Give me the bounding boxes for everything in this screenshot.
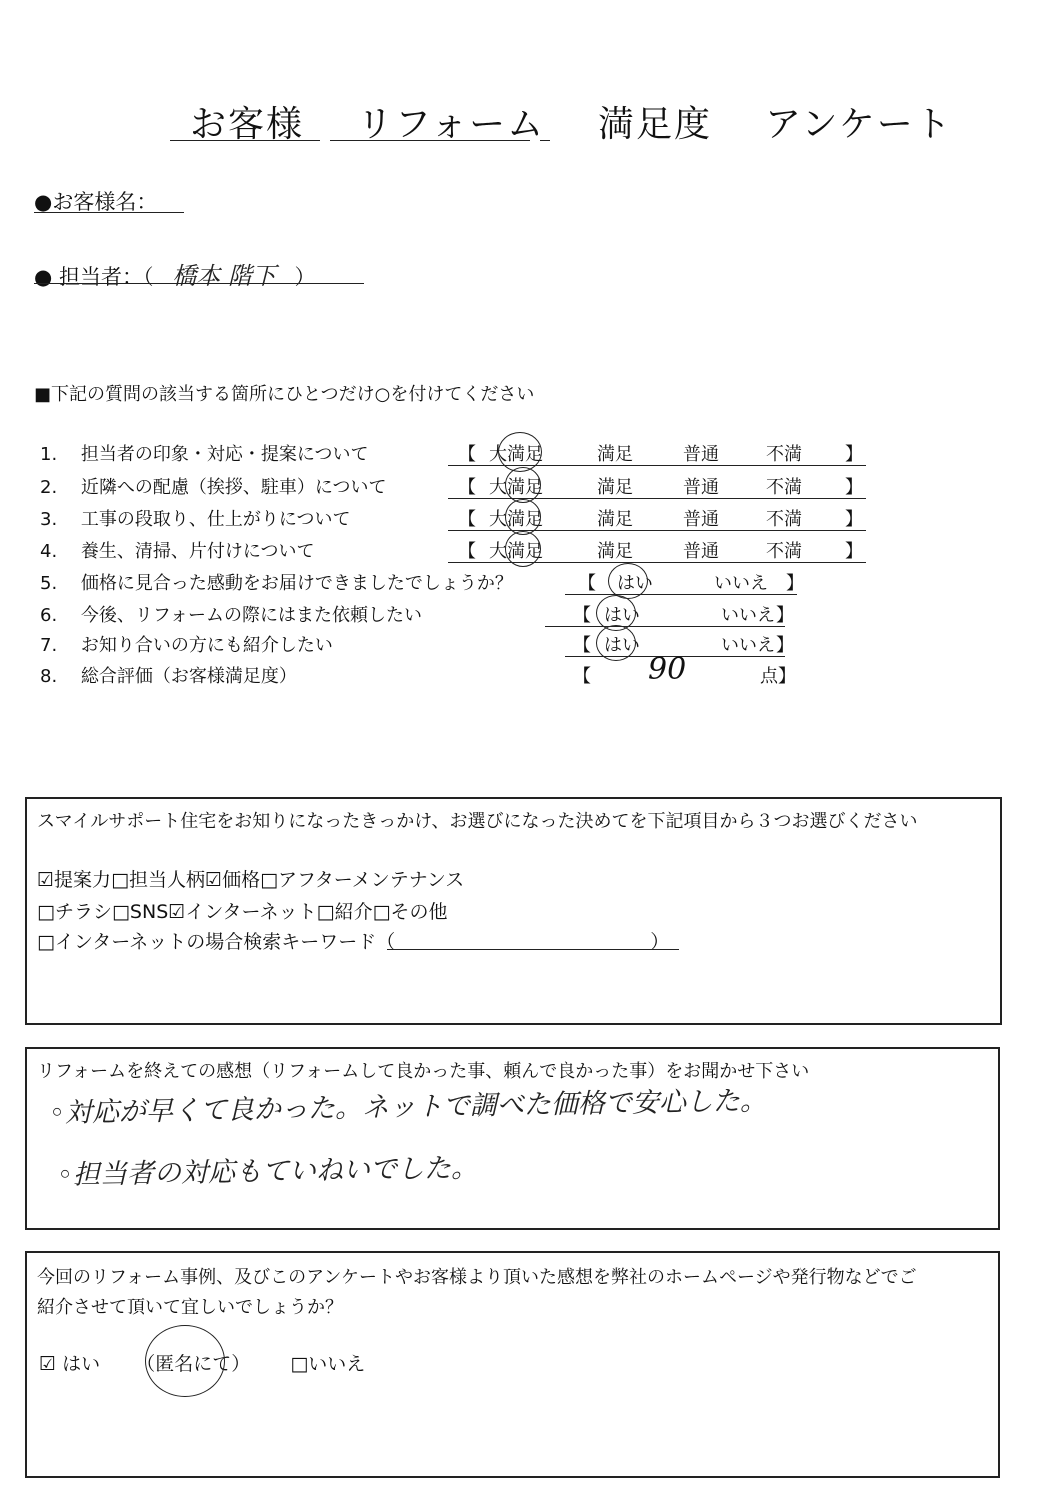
- question-text: 工事の段取り、仕上がりについて: [80, 509, 351, 530]
- checkbox-yes[interactable]: ☑: [39, 1353, 57, 1375]
- option-no[interactable]: いいえ: [714, 573, 768, 594]
- option-no[interactable]: □いいえ: [290, 1353, 366, 1375]
- customer-name-label: ●お客様名：: [34, 190, 158, 214]
- question-5: [40, 569, 513, 595]
- option-satisfied[interactable]: 満足: [597, 477, 633, 498]
- checkbox-label: チラシ: [54, 901, 112, 923]
- checkbox-label: インターネット: [185, 901, 317, 923]
- option-satisfied[interactable]: 満足: [597, 444, 633, 465]
- selection-circle: [498, 432, 542, 472]
- option-normal[interactable]: 普通: [683, 444, 719, 465]
- checkbox-price[interactable]: ☑: [205, 869, 223, 891]
- option-dissatisfied[interactable]: 不満: [766, 444, 802, 465]
- bracket-close: 】: [845, 509, 863, 530]
- anonymous-selection-circle: [145, 1325, 225, 1397]
- staff-label-close: ）: [294, 265, 316, 289]
- question-number: 2.: [40, 477, 58, 498]
- question-1: [40, 440, 369, 466]
- checkbox-after-maintenance[interactable]: □: [260, 869, 279, 891]
- question-8: [40, 662, 297, 688]
- title-part-survey: アンケート: [764, 104, 953, 145]
- keyword-label: □インターネットの場合検索キーワード（: [37, 931, 396, 953]
- option-yes-label: はい: [62, 1353, 101, 1375]
- checkbox-label: アフターメンテナンス: [278, 869, 465, 891]
- answer-underline: [565, 594, 797, 595]
- instruction-text: ■下記の質問の該当する箇所にひとつだけ○を付けてください: [34, 384, 535, 405]
- question-number: 5.: [40, 573, 58, 594]
- title-part-satisfaction: 満足度: [598, 104, 713, 145]
- permission-box: [25, 1251, 1000, 1478]
- bracket-open: 【: [578, 573, 596, 594]
- option-yes[interactable]: はい: [617, 573, 653, 594]
- selection-circle: [608, 563, 648, 599]
- impressions-heading: リフォームを終えての感想（リフォームして良かった事、頼んで良かった事）をお聞かせ下さい: [37, 1061, 810, 1082]
- selection-circle: [505, 467, 541, 503]
- checkbox-proposal[interactable]: ☑: [37, 869, 55, 891]
- selection-circle: [505, 499, 541, 535]
- bracket-open: 【: [458, 509, 476, 530]
- question-text: 総合評価（お客様満足度）: [80, 666, 297, 687]
- checkbox-label: 紹介: [334, 901, 373, 923]
- overall-score-value[interactable]: 90: [648, 652, 687, 687]
- checkbox-label: 提案力: [54, 869, 112, 891]
- permission-heading-line-1: 今回のリフォーム事例、及びこのアンケートやお客様より頂いた感想を弊社のホームページや発行物などでご: [37, 1267, 917, 1288]
- bracket-open: 【: [458, 541, 476, 562]
- impression-comment-1[interactable]: ◦対応が早くて良かった。ネットで調べた価格で安心した。: [48, 1085, 768, 1129]
- question-6: [40, 601, 422, 627]
- option-no[interactable]: いいえ: [721, 635, 775, 656]
- source-box-heading: スマイルサポート住宅をお知りになったきっかけ、お選びになった決めてを下記項目から３つお選びください: [37, 811, 918, 832]
- question-text: 今後、リフォームの際にはまた依頼したい: [80, 605, 423, 626]
- bracket-close: 】: [845, 444, 863, 465]
- answer-underline: [545, 626, 785, 627]
- question-number: 8.: [40, 666, 58, 687]
- source-box: [25, 797, 1002, 1025]
- staff-label-text: ● 担当者：（: [34, 265, 154, 289]
- question-number: 1.: [40, 444, 58, 465]
- title-underline: [540, 140, 550, 141]
- question-number: 7.: [40, 635, 58, 656]
- option-yes[interactable]: はい: [604, 635, 640, 656]
- keyword-underline: [387, 949, 679, 950]
- bracket-close: 】: [786, 573, 804, 594]
- checkbox-referral[interactable]: □: [316, 901, 335, 923]
- bracket-open: 【: [458, 444, 476, 465]
- customer-name-underline: [34, 212, 184, 213]
- title-part-reform: リフォーム: [356, 104, 546, 145]
- option-anonymous[interactable]: （匿名にて）: [136, 1353, 251, 1375]
- selection-circle: [596, 625, 636, 661]
- question-text: 近隣への配慮（挨拶、駐車）について: [80, 477, 387, 498]
- staff-underline: [34, 283, 364, 284]
- title-underline: [330, 140, 530, 141]
- checkbox-label: 価格: [222, 869, 261, 891]
- option-dissatisfied[interactable]: 不満: [766, 541, 802, 562]
- option-normal[interactable]: 普通: [683, 541, 719, 562]
- bracket-close: 】: [845, 477, 863, 498]
- bracket-open: 【: [573, 666, 591, 687]
- checkbox-flyer[interactable]: □: [37, 901, 55, 923]
- question-2: [40, 473, 387, 499]
- option-normal[interactable]: 普通: [683, 477, 719, 498]
- bracket-close: 】: [776, 605, 794, 626]
- checkbox-sns[interactable]: □: [111, 901, 130, 923]
- question-text: 養生、清掃、片付けについて: [80, 541, 315, 562]
- score-unit: 点】: [760, 666, 796, 687]
- option-no[interactable]: いいえ: [721, 605, 775, 626]
- checkbox-label: その他: [390, 901, 448, 923]
- bracket-close: 】: [776, 635, 794, 656]
- option-yes[interactable]: はい: [604, 605, 640, 626]
- option-dissatisfied[interactable]: 不満: [766, 509, 802, 530]
- option-normal[interactable]: 普通: [683, 509, 719, 530]
- question-text: 担当者の印象・対応・提案について: [80, 444, 369, 465]
- staff-label: [34, 256, 316, 291]
- option-very-satisfied[interactable]: 大満足: [489, 509, 543, 530]
- staff-name-value[interactable]: 橋本 階下: [172, 262, 276, 290]
- selection-circle: [505, 531, 541, 567]
- bracket-open: 【: [573, 635, 591, 656]
- option-satisfied[interactable]: 満足: [597, 509, 633, 530]
- checkbox-other[interactable]: □: [372, 901, 391, 923]
- bracket-open: 【: [573, 605, 591, 626]
- bracket-open: 【: [458, 477, 476, 498]
- title-underline: [170, 140, 320, 141]
- title-part-customer: お客様: [190, 104, 305, 145]
- bracket-close: 】: [845, 541, 863, 562]
- option-satisfied[interactable]: 満足: [597, 541, 633, 562]
- impressions-box: [25, 1047, 1000, 1230]
- source-row-2: [37, 897, 448, 924]
- question-4: [40, 537, 315, 563]
- question-text: 価格に見合った感動をお届けできましたでしょうか？: [80, 573, 513, 594]
- checkbox-label: 担当人柄: [129, 869, 206, 891]
- checkbox-label: SNS: [129, 901, 169, 923]
- checkbox-internet[interactable]: ☑: [168, 901, 186, 923]
- question-number: 4.: [40, 541, 58, 562]
- option-very-satisfied[interactable]: 大満足: [489, 444, 543, 465]
- impression-comment-2[interactable]: ◦担当者の対応もていねいでした。: [56, 1152, 479, 1191]
- permission-heading-line-2: 紹介させて頂いて宜しいでしょうか？: [37, 1297, 343, 1318]
- option-very-satisfied[interactable]: 大満足: [489, 477, 543, 498]
- option-very-satisfied[interactable]: 大満足: [489, 541, 543, 562]
- source-row-1: [37, 865, 464, 892]
- checkbox-staff-personality[interactable]: □: [111, 869, 130, 891]
- question-7: [40, 631, 333, 657]
- question-number: 6.: [40, 605, 58, 626]
- keyword-close: ）: [650, 931, 670, 953]
- question-number: 3.: [40, 509, 58, 530]
- question-text: お知り合いの方にも紹介したい: [80, 635, 333, 656]
- option-dissatisfied[interactable]: 不満: [766, 477, 802, 498]
- question-3: [40, 505, 351, 531]
